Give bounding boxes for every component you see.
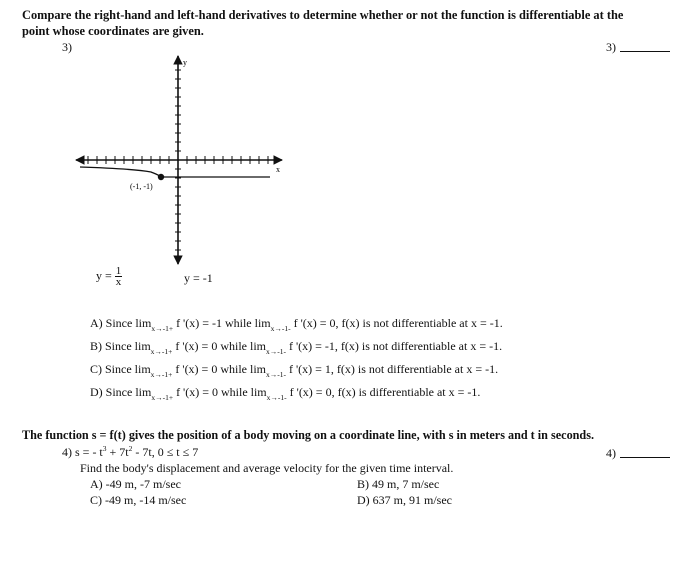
fraction (115, 266, 123, 287)
instructions-line-2: point whose coordinates are given. (22, 24, 204, 38)
question-4-choice-a[interactable]: A) -49 m, -7 m/sec (90, 477, 181, 491)
question-4-choice-b[interactable]: B) 49 m, 7 m/sec (357, 477, 440, 491)
question-4-equation: s = - $t^3 + 7t^2 - 7t$, 0 ≤ t ≤ 7 (75, 444, 199, 459)
instructions-line-1: Compare the right-hand and left-hand derivatives to determine whether or not the function is differentiable at the (22, 8, 624, 22)
question-3-answer-number: 3) (606, 40, 616, 54)
curve-one-over-x (80, 167, 161, 177)
left-piece-formula (96, 266, 122, 287)
question-4-prompt: Find the body's displacement and average velocity for the given time interval. (80, 461, 454, 475)
fraction-numerator: 1 (115, 265, 122, 277)
section-2-header: The function s = f(t) gives the position of a body moving on a coordinate line, with s in meters and t in seconds. (22, 428, 595, 442)
question-3-choice-d[interactable]: D) Since $\lim_{x\to-1+} f$ '(x) = 0 while $\lim_{x\to-1-} f$ '(x) = 0, f(x) is differentiable at x = -1. (90, 385, 481, 402)
question-4-answer-number: 4) (606, 446, 616, 460)
question-4-choice-c[interactable]: C) -49 m, -14 m/sec (90, 493, 187, 507)
question-3-choice-b[interactable]: B) Since $\lim_{x\to-1+} f$ '(x) = 0 while $\lim_{x\to-1-} f$ '(x) = -1, f(x) is not differentiable at x = -1. (90, 339, 503, 356)
y-axis-label: y (183, 58, 187, 67)
question-3-choice-c[interactable]: C) Since $\lim_{x\to-1+} f$ '(x) = 0 while $\lim_{x\to-1-} f$ '(x) = 1, f(x) is not differentiable at x = -1. (90, 362, 499, 379)
question-3-choice-a[interactable]: A) Since $\lim_{x\to-1+} f$ '(x) = -1 while $\lim_{x\to-1-} f$ '(x) = 0, f(x) is not differentiable at x = -1. (90, 316, 503, 333)
left-piece-lhs: y = (96, 268, 112, 283)
fraction-denominator: x (115, 276, 122, 288)
question-3-number: 3) (62, 40, 72, 54)
right-piece-formula: y = -1 (184, 271, 213, 285)
x-axis-label: x (276, 165, 280, 174)
question-4-number: 4) (62, 445, 72, 459)
question-4-answer-blank[interactable] (606, 446, 670, 461)
answer-line (620, 457, 670, 458)
question-4-statement (62, 445, 198, 460)
point-label: (-1, -1) (130, 182, 153, 191)
point-marker (158, 174, 164, 180)
question-4-choice-d[interactable]: D) 637 m, 91 m/sec (357, 493, 452, 507)
